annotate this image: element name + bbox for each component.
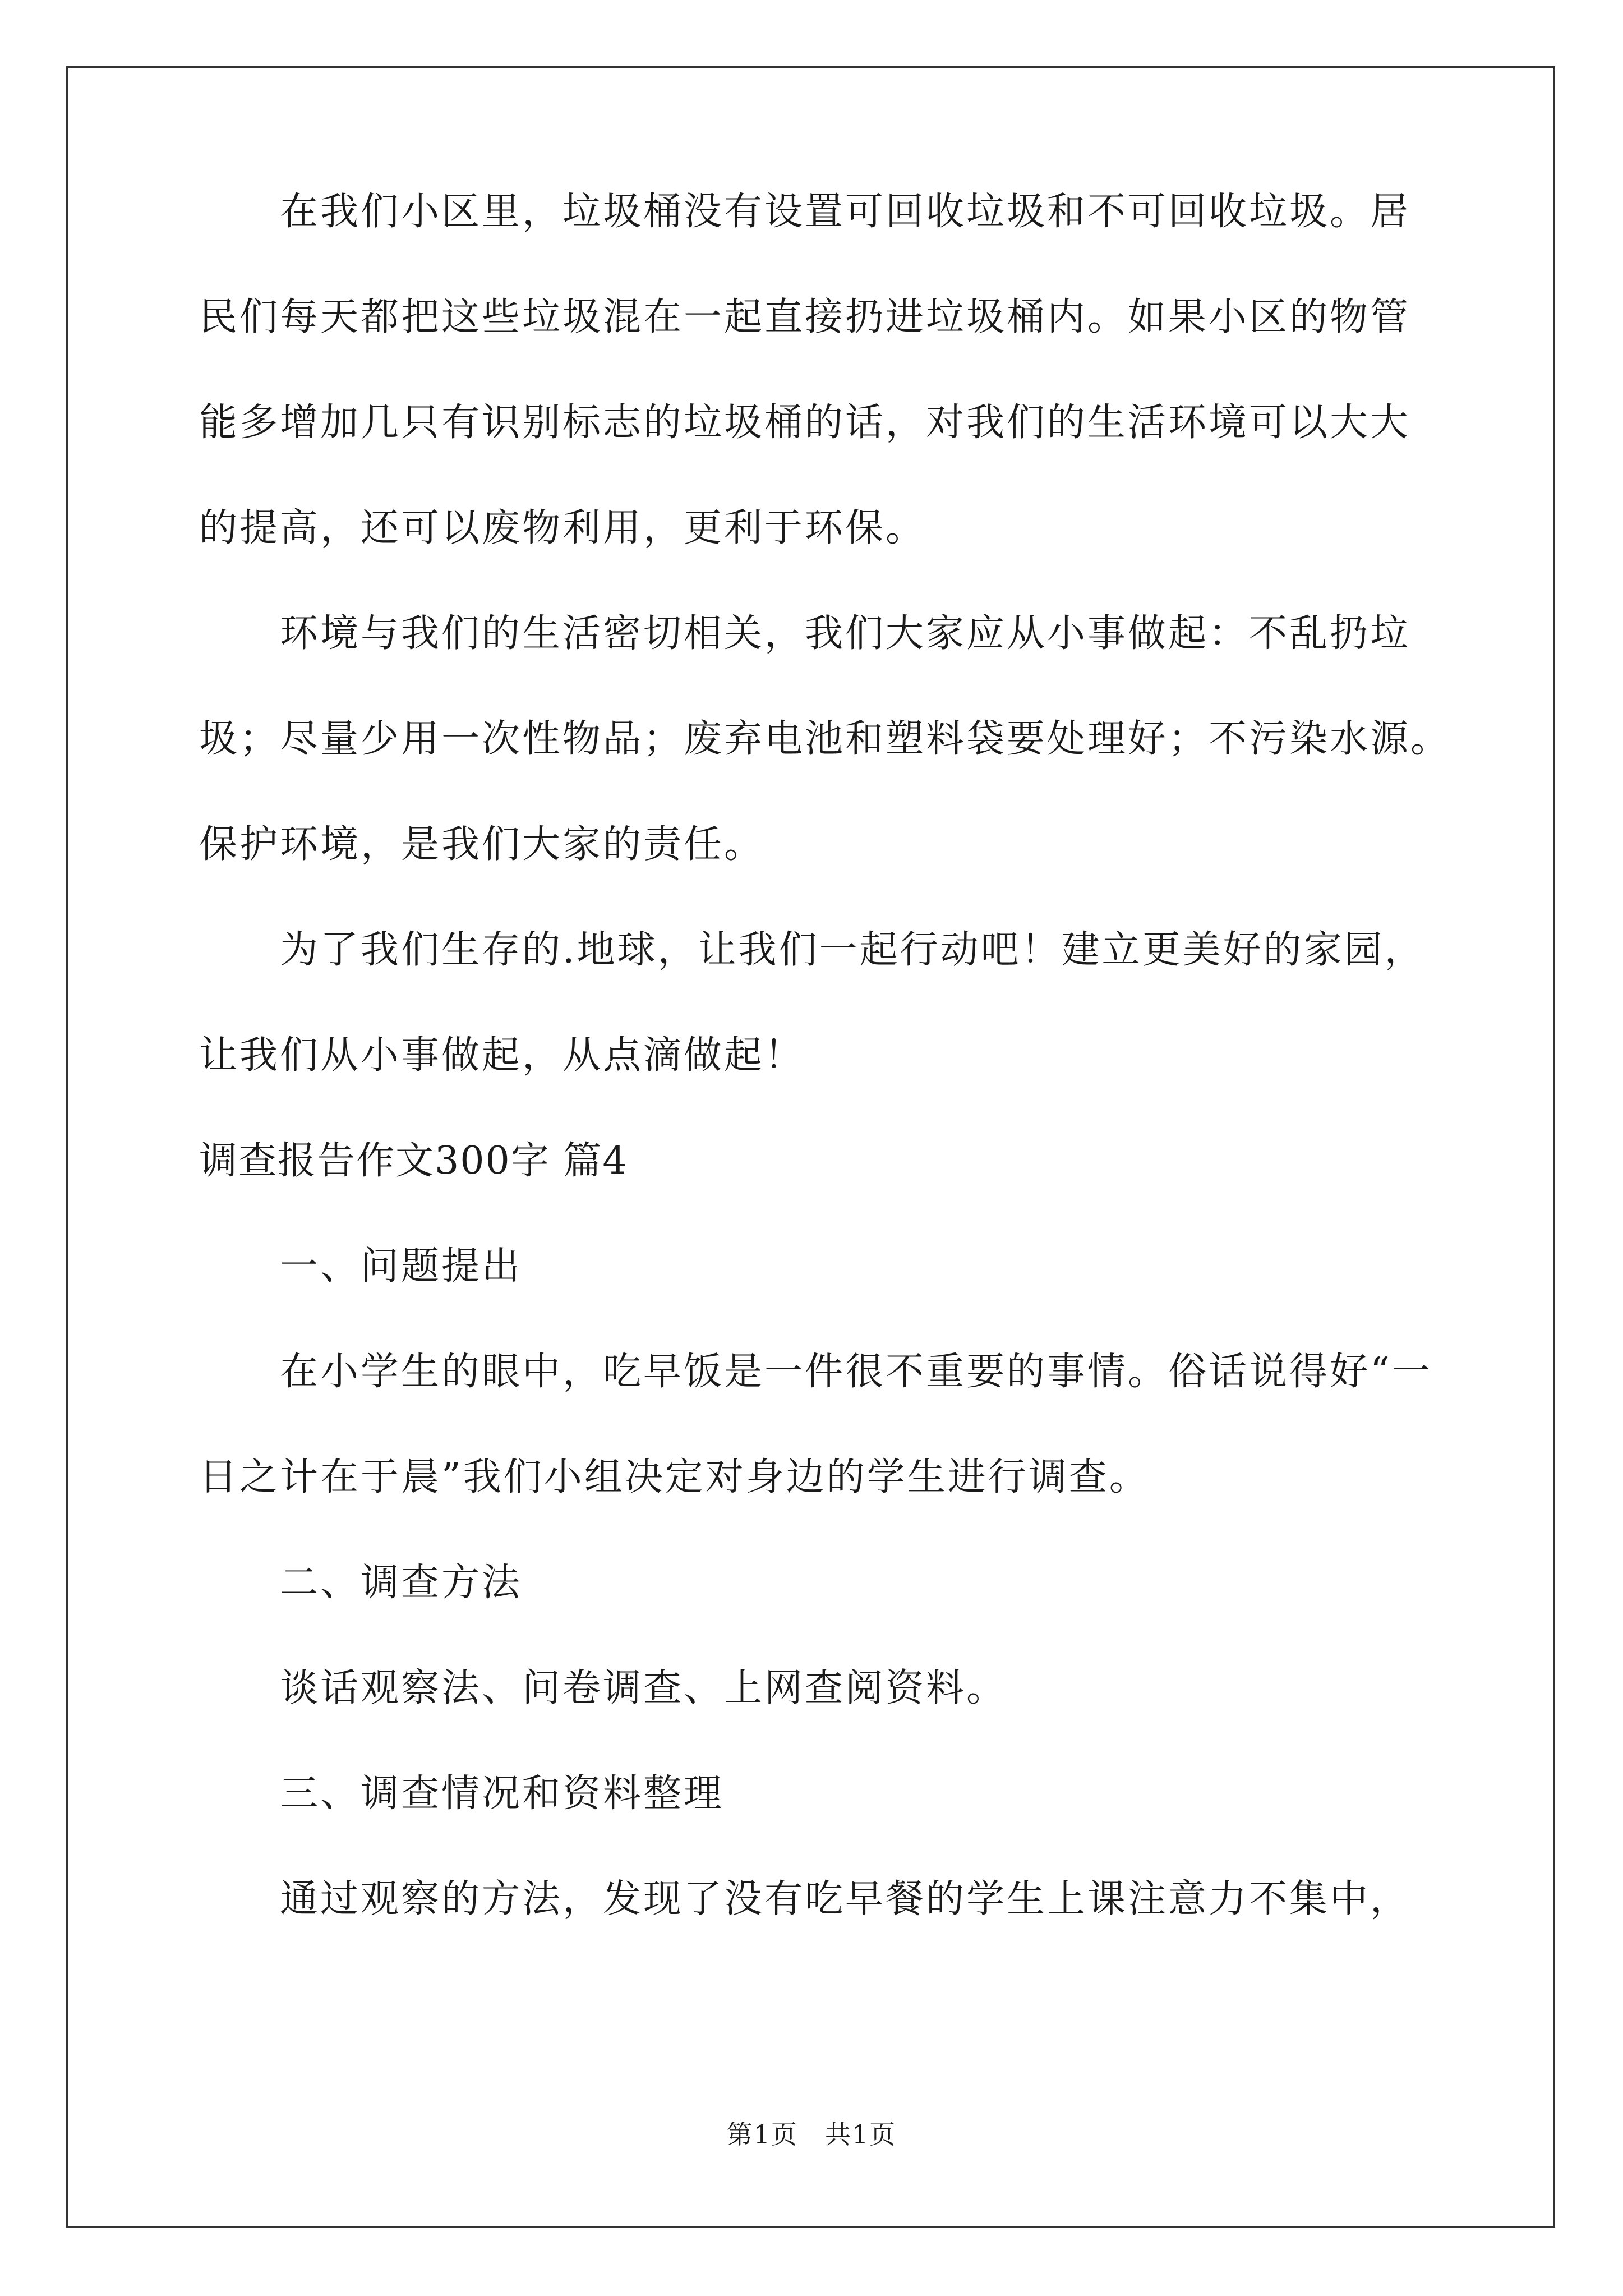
paragraph-line: 在小学生的眼中，吃早饭是一件很不重要的事情。俗话说得好“一 <box>280 1350 1432 1394</box>
paragraph-line: 让我们从小事做起，从点滴做起！ <box>199 1033 805 1078</box>
section-heading: 调查报告作文300字 篇4 <box>199 1139 628 1183</box>
paragraph-line: 为了我们生存的.地球，让我们一起行动吧！建立更美好的家园， <box>280 928 1425 972</box>
paragraph-line: 圾；尽量少用一次性物品；废弃电池和塑料袋要处理好；不污染水源。 <box>199 717 1451 761</box>
paragraph-line: 环境与我们的生活密切相关，我们大家应从小事做起：不乱扔垃 <box>280 611 1411 656</box>
page-number-footer: 第1页 共1页 <box>726 2119 897 2150</box>
paragraph-line: 民们每天都把这些垃圾混在一起直接扔进垃圾桶内。如果小区的物管 <box>199 295 1411 339</box>
subsection-heading: 一、问题提出 <box>280 1244 523 1289</box>
paragraph-line: 日之计在于晨”我们小组决定对身边的学生进行调查。 <box>199 1455 1150 1499</box>
paragraph-line: 的提高，还可以废物利用，更利于环保。 <box>199 506 926 550</box>
paragraph-line: 能多增加几只有识别标志的垃圾桶的话，对我们的生活环境可以大大 <box>199 401 1411 445</box>
subsection-heading: 二、调查方法 <box>280 1561 523 1605</box>
subsection-heading: 三、调查情况和资料整理 <box>280 1772 725 1816</box>
paragraph-line: 在我们小区里，垃圾桶没有设置可回收垃圾和不可回收垃圾。居 <box>280 190 1411 234</box>
paragraph-line: 谈话观察法、问卷调查、上网查阅资料。 <box>280 1666 1007 1710</box>
paragraph-line: 通过观察的方法，发现了没有吃早餐的学生上课注意力不集中， <box>280 1877 1411 1921</box>
paragraph-line: 保护环境，是我们大家的责任。 <box>199 822 765 867</box>
